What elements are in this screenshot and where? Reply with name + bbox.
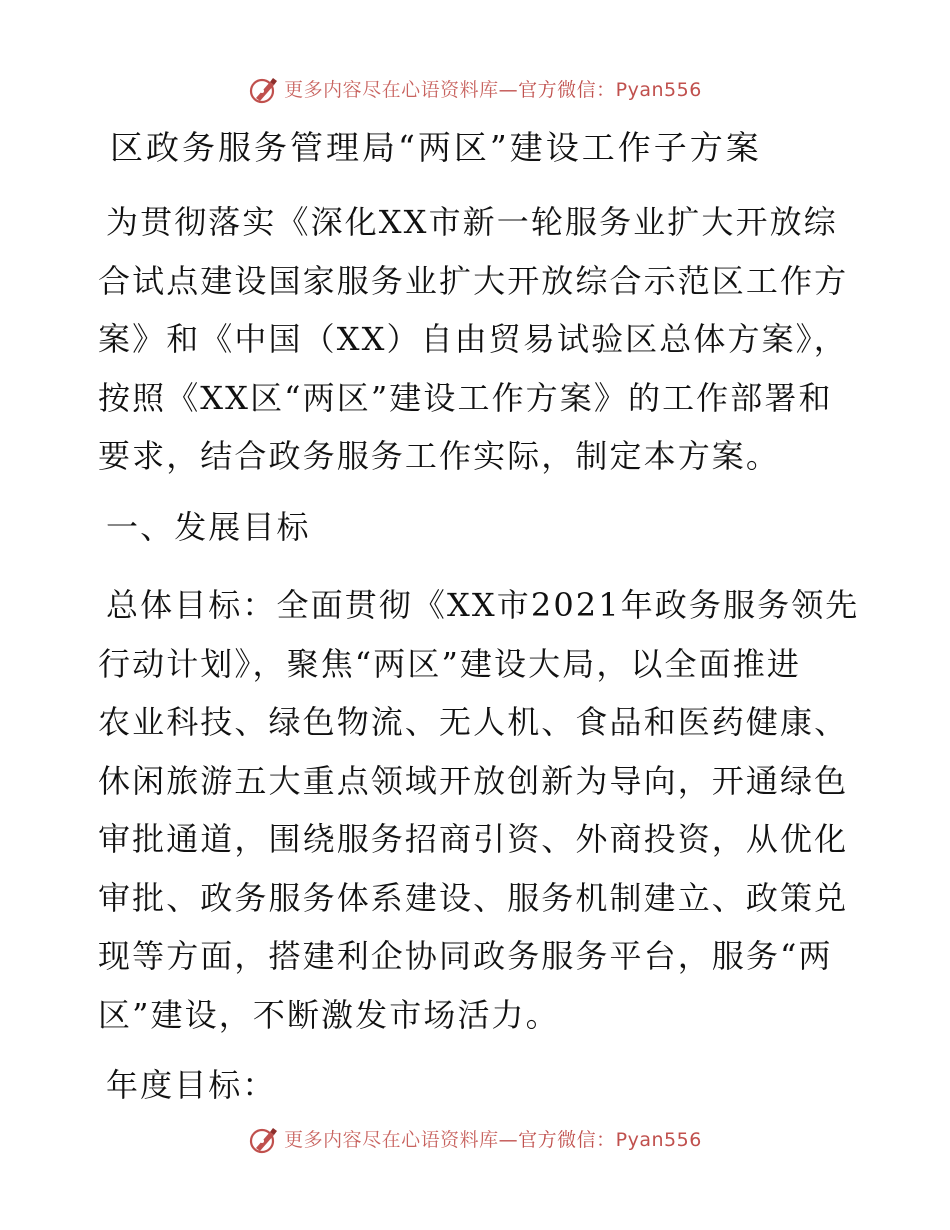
overall-line: 休闲旅游五大重点领域开放创新为导向，开通绿色 — [98, 761, 849, 800]
intro-line: 案》和《中国（XX）自由贸易试验区总体方案》， — [98, 320, 848, 358]
overall-line: 区”建设，不断激发市场活力。 — [98, 995, 560, 1034]
watermark-text-right: —官方微信：Pyan556 — [498, 1128, 702, 1151]
watermark-banner-bottom — [0, 1122, 950, 1158]
overall-line: 行动计划》，聚焦“两区”建设大局，以全面推进 — [98, 644, 801, 683]
section-heading-goals — [98, 498, 858, 557]
overall-line: 现等方面，搭建利企协同政务服务平台，服务“两 — [98, 937, 833, 975]
overall-line: 总体目标：全面贯彻《XX市2021年政务服务领先 — [106, 586, 860, 624]
intro-line: 要求，结合政务服务工作实际，制定本方案。 — [98, 437, 781, 475]
intro-line: 合试点建设国家服务业扩大开放综合示范区工作方 — [98, 261, 849, 300]
document-title: 区政务服务管理局“两区”建设工作子方案 — [110, 128, 762, 167]
overall-goal-paragraph — [98, 576, 858, 1044]
watermark-banner-top — [0, 72, 950, 108]
overall-line: 农业科技、绿色物流、无人机、食品和医药健康、 — [98, 703, 849, 741]
annual-heading-text: 年度目标： — [106, 1066, 277, 1104]
overall-line: 审批、政务服务体系建设、服务机制建立、政策兑 — [98, 878, 849, 917]
watermark-text-left: 更多内容尽在心语资料库 — [284, 1128, 499, 1151]
red-pen-logo-icon — [248, 74, 280, 106]
watermark-text-right: —官方微信：Pyan556 — [498, 78, 702, 101]
intro-line: 按照《XX区“两区”建设工作方案》的工作部署和 — [98, 378, 833, 417]
overall-line: 审批通道，围绕服务招商引资、外商投资，从优化 — [98, 820, 849, 858]
annual-goal-heading — [98, 1056, 858, 1115]
red-pen-logo-icon — [248, 1124, 280, 1156]
intro-paragraph — [98, 193, 858, 486]
watermark-text-left: 更多内容尽在心语资料库 — [284, 78, 499, 101]
section-heading-text: 一、发展目标 — [106, 508, 311, 546]
intro-line: 为贯彻落实《深化XX市新一轮服务业扩大开放综 — [106, 203, 838, 241]
